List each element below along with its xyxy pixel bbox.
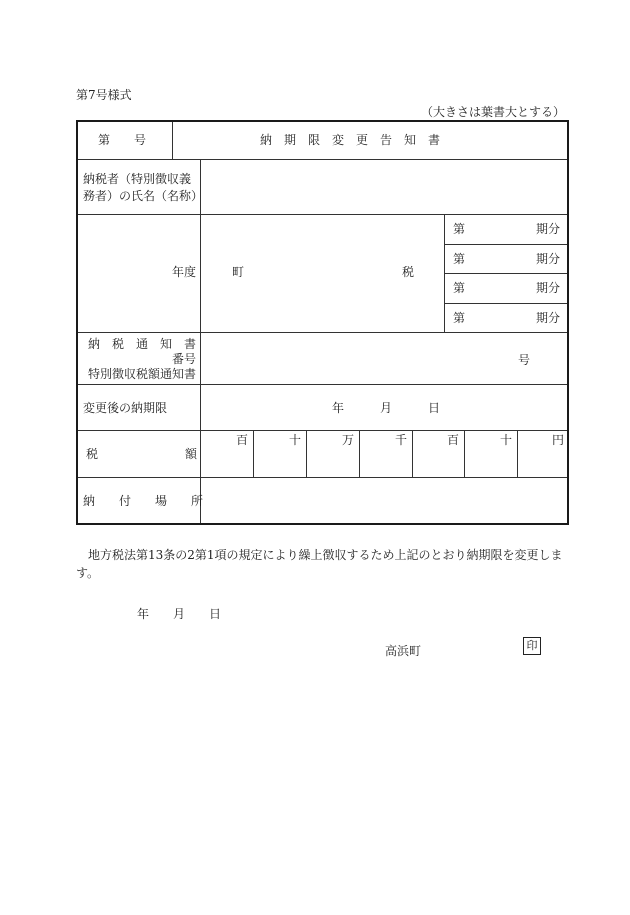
new-due-label: 変更後の納期限	[83, 401, 168, 415]
amount-divider	[253, 430, 254, 477]
amount-divider	[517, 430, 518, 477]
amount-divider	[306, 430, 307, 477]
size-note: （大きさは葉書大とする）	[421, 105, 566, 119]
col-divider	[444, 214, 445, 332]
row-divider	[78, 384, 567, 385]
amount-unit: 百	[447, 433, 460, 447]
notice-number-suffix: 号	[518, 353, 531, 367]
issue-date: 年 月 日	[137, 607, 222, 621]
row-divider	[78, 214, 567, 215]
period-suffix: 期分	[536, 222, 561, 236]
town-label: 町	[232, 265, 245, 279]
period-divider	[444, 303, 567, 304]
period-prefix: 第	[453, 222, 466, 236]
row-divider	[78, 430, 567, 431]
tax-label: 税	[402, 265, 415, 279]
notice-label: 納 税 通 知 書	[88, 337, 197, 351]
col-divider	[200, 159, 201, 523]
period-suffix: 期分	[536, 281, 561, 295]
col-divider	[172, 122, 173, 159]
amount-unit: 万	[342, 433, 355, 447]
amount-divider	[359, 430, 360, 477]
issuer-name: 高浜町	[385, 644, 422, 658]
form-title: 納 期 限 変 更 告 知 書	[260, 133, 441, 147]
number-label: 第 号	[98, 133, 147, 147]
taxpayer-label: 納税者（特別徴収義	[83, 172, 192, 186]
amount-label: 額	[185, 447, 198, 461]
amount-unit: 円	[552, 433, 565, 447]
amount-unit: 十	[500, 433, 513, 447]
notice-label: 番号	[172, 352, 197, 366]
period-prefix: 第	[453, 252, 466, 266]
period-divider	[444, 244, 567, 245]
period-suffix: 期分	[536, 311, 561, 325]
row-divider	[78, 477, 567, 478]
row-divider	[78, 332, 567, 333]
amount-unit: 百	[236, 433, 249, 447]
taxpayer-label: 務者）の氏名（名称）	[83, 189, 204, 203]
new-due-date: 年 月 日	[332, 401, 441, 415]
statement-text: 地方税法第13条の2第1項の規定により繰上徴収するため上記のとおり納期限を変更します。	[76, 548, 563, 580]
payment-place-label: 納 付 場 所	[83, 494, 204, 508]
year-label: 年度	[172, 265, 197, 279]
form-id: 第7号様式	[76, 88, 132, 102]
period-suffix: 期分	[536, 252, 561, 266]
seal-mark: 印	[523, 637, 541, 655]
period-divider	[444, 273, 567, 274]
amount-divider	[412, 430, 413, 477]
amount-unit: 十	[289, 433, 302, 447]
period-prefix: 第	[453, 281, 466, 295]
amount-unit: 千	[395, 433, 408, 447]
notice-table	[76, 120, 569, 525]
amount-divider	[464, 430, 465, 477]
row-divider	[78, 159, 567, 160]
period-prefix: 第	[453, 311, 466, 325]
notice-label: 特別徴収税額通知書	[88, 367, 197, 381]
amount-label: 税	[86, 447, 99, 461]
